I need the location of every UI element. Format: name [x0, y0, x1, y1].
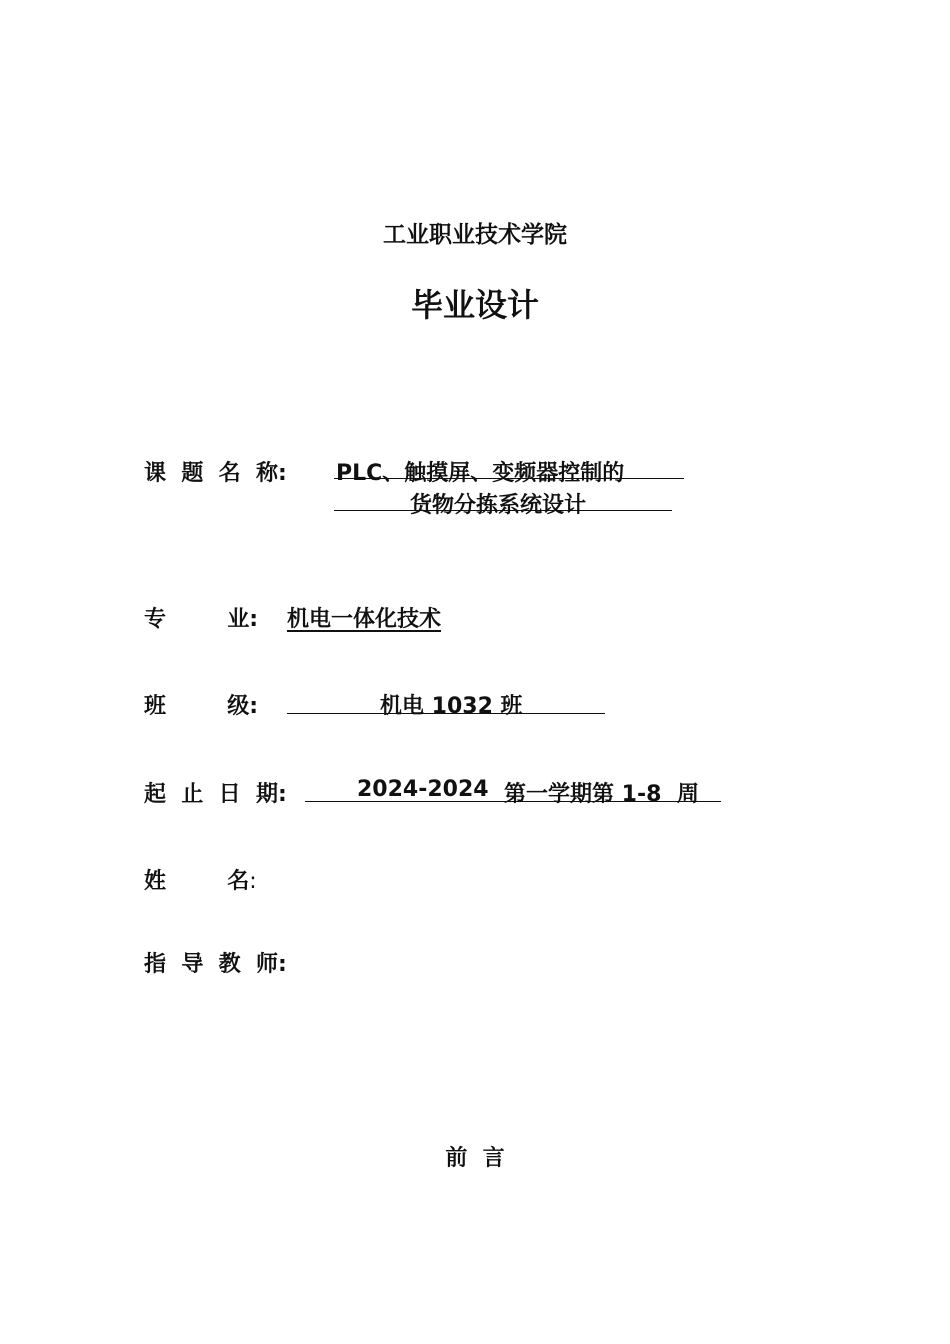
dates-label: 起 止 日 期:	[144, 782, 287, 807]
document-title: 毕业设计	[410, 286, 539, 324]
major-label: 专 业:	[144, 607, 259, 632]
topic-value-line2: 货物分拣系统设计	[410, 493, 587, 518]
dates-value-week: 周	[677, 782, 700, 807]
major-value: 机电一体化技术	[287, 607, 442, 632]
class-value: 机电 1032 班	[380, 694, 523, 719]
topic-underline-1	[334, 478, 684, 479]
name-label-text: 姓 名	[144, 869, 250, 894]
foreword-heading: 前 言	[445, 1146, 505, 1171]
dates-underline	[305, 801, 721, 802]
topic-value-line1: PLC、触摸屏、变频器控制的	[336, 461, 625, 486]
topic-label: 课 题 名 称:	[144, 461, 287, 486]
institution-name: 工业职业技术学院	[383, 222, 567, 248]
topic-underline-2	[334, 510, 672, 511]
dates-value-years: 2024-2024	[357, 777, 489, 802]
advisor-label: 指 导 教 师:	[144, 952, 287, 977]
name-colon: :	[249, 869, 257, 894]
class-underline	[287, 713, 605, 714]
name-label	[144, 864, 257, 895]
dates-value-term: 第一学期第 1-8	[504, 782, 662, 807]
class-label: 班 级:	[144, 694, 259, 719]
